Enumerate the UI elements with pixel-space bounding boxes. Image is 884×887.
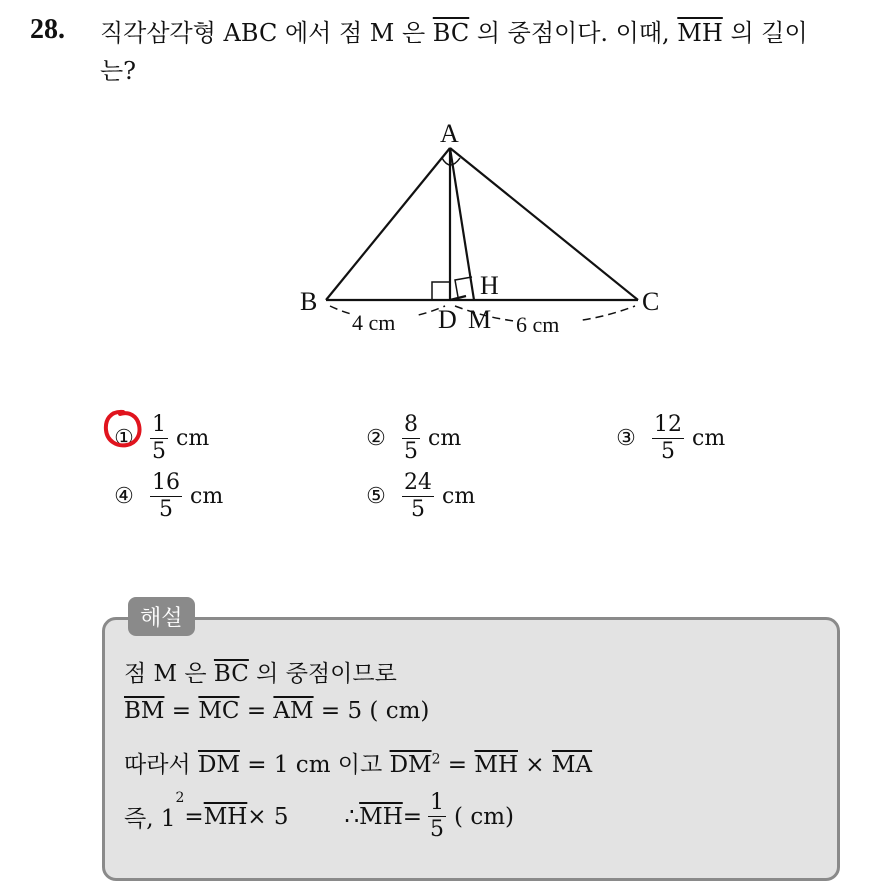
choice-5[interactable] [356,470,475,523]
solution-tag: 해설 [128,597,195,636]
choice-number: ③ [616,426,636,451]
solution-line-4: 즉, 1 $^2$ = $\overline{MH}$ × 5 ∴ $\overline{MH}$ = $\frac{1}{5}$ ( cm) [124,790,514,842]
solution-line-3: 따라서 $\overline{DM} = 1$ cm 이고 $\overline{DM}^2 = \overline{MH} \times \overline{MA}$ [124,751,593,778]
segment-bm: $\overline{BM}$ [124,698,165,724]
segment-dm: $\overline{DM}$ [197,752,240,778]
label-b: B [300,287,318,316]
choice-number: ② [366,426,386,451]
question-text-part2: 의 중점이다. 이때, [469,19,678,47]
choice-1[interactable] [104,412,209,465]
choice-3[interactable] [606,412,725,465]
segment-am: $\overline{AM}$ [273,698,314,724]
label-h: H [480,271,499,300]
choice-fraction: $\frac{24}{5}$ [404,470,432,522]
question-text-part1: 직각삼각형 ABC 에서 점 M 은 [100,19,433,47]
choice-unit: cm [176,426,210,451]
choice-number: ① [114,426,134,451]
question-text-part3: 의 길이 [722,19,808,47]
choice-fraction: $\frac{16}{5}$ [152,470,180,522]
solution-line-1: 점 M 은 $\overline{BC}$ 의 중점이므로 [124,661,397,687]
question-text-line2: 는? [100,57,137,85]
label-a: A [440,119,459,148]
choice-fraction: $\frac{8}{5}$ [404,412,418,464]
solution-line-2: $\overline{BM} = \overline{MC} = \overline{AM} = 5$ ( cm) [124,698,430,724]
choice-unit: cm [692,426,726,451]
choice-number: ⑤ [366,484,386,509]
label-m: M [468,305,492,334]
side-ab [326,148,450,300]
question-number: 28. [30,14,65,45]
segment-mc: $\overline{MC}$ [198,698,240,724]
triangle-figure [290,110,690,340]
segment-mh: $\overline{MH}$ [203,803,248,830]
segment-mh: $\overline{MH}$ [677,19,723,47]
side-ac [450,148,638,300]
choice-unit: cm [428,426,462,451]
choice-number: ④ [114,484,134,509]
label-d: D [438,305,457,334]
segment-bc: $\overline{BC}$ [432,19,470,47]
choice-unit: cm [442,484,476,509]
segment-mh: $\overline{MH}$ [474,752,518,778]
segment-mh: $\overline{MH}$ [359,803,403,830]
right-angle-mark-h [455,277,472,297]
segment-ma: $\overline{MA}$ [551,752,593,778]
answer-fraction: $\frac{1}{5}$ [430,790,445,842]
label-bd-length: 4 cm [352,310,396,335]
red-circle-mark-icon [100,406,146,452]
choice-fraction: $\frac{1}{5}$ [152,412,166,464]
answer-choices [100,412,800,542]
label-c: C [642,287,660,316]
choice-4[interactable] [104,470,223,523]
choice-fraction: $\frac{12}{5}$ [654,412,682,464]
segment-bc: $\overline{BC}$ [213,661,249,687]
label-dc-length: 6 cm [516,312,560,337]
therefore-symbol: ∴ [344,803,360,830]
choice-unit: cm [190,484,224,509]
choice-2[interactable] [356,412,461,465]
segment-dm: $\overline{DM}$ [389,752,432,778]
right-angle-mark-d [432,282,450,300]
question-text [100,14,870,90]
